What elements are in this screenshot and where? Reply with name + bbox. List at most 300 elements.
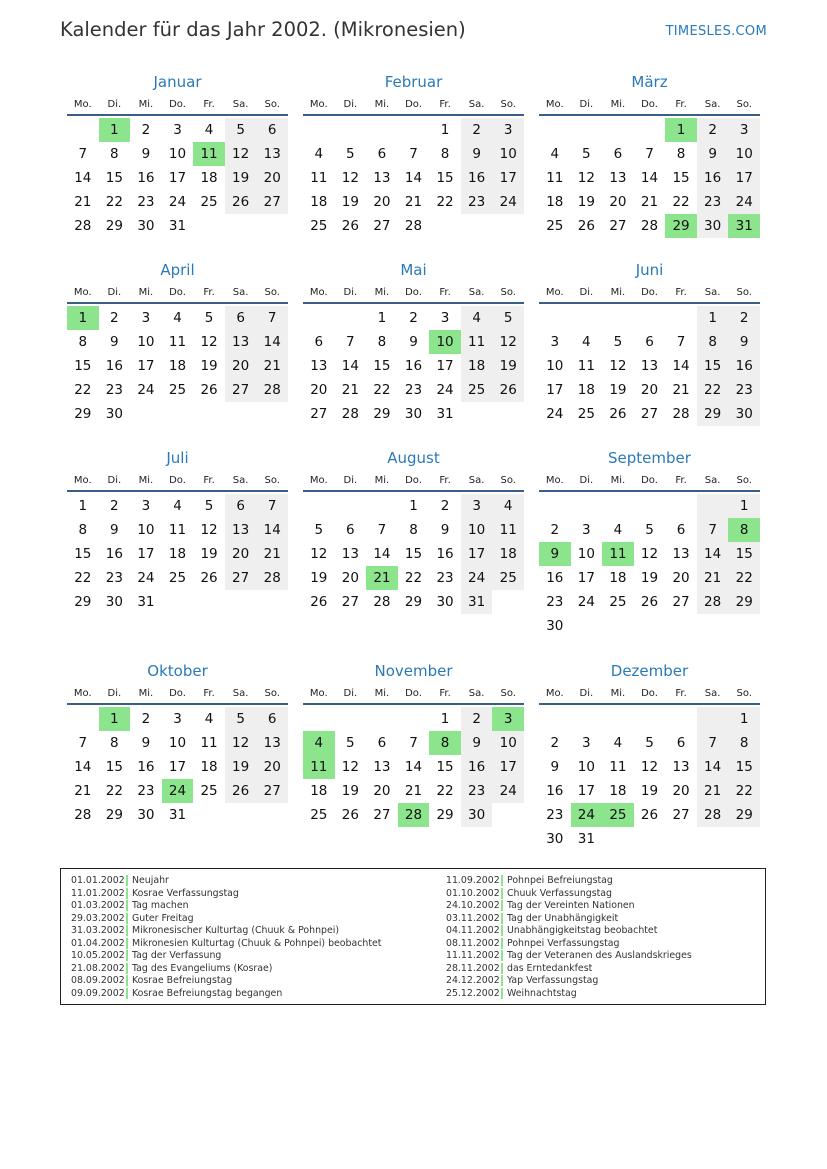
day-cell: 19: [200, 358, 218, 374]
empty-cell: [193, 402, 225, 426]
day-cell: 20: [609, 194, 627, 210]
holiday-marker: [126, 925, 128, 936]
empty-cell: [697, 707, 729, 731]
day-cell: 8: [728, 731, 760, 755]
day-cell: 13: [609, 170, 627, 186]
weekday-label: Mo.: [73, 287, 92, 298]
day-cell: 18: [546, 194, 564, 210]
weekday-label: Sa.: [232, 688, 249, 699]
day-cell: 31: [436, 406, 454, 422]
day-cell: 25: [609, 594, 627, 610]
day-cell: 10: [728, 142, 760, 166]
day-cell: 28: [256, 378, 288, 402]
empty-cell: [665, 614, 697, 638]
weekday-label: Mo.: [545, 475, 564, 486]
day-cell: 27: [609, 218, 627, 234]
empty-cell: [130, 402, 162, 426]
weekday-label: Sa.: [704, 99, 721, 110]
day-cell: 16: [546, 570, 564, 586]
day-cell: 15: [436, 170, 454, 186]
weekday-label: Mi.: [374, 287, 390, 298]
day-cell: 12: [492, 330, 524, 354]
day-cell: 12: [225, 731, 257, 755]
holiday-name: Pohnpei Befreiungstag: [507, 875, 613, 886]
day-cell: 9: [461, 731, 493, 755]
weekday-label: So.: [736, 287, 752, 298]
day-cell: 1: [377, 310, 387, 326]
day-cell: 14: [74, 170, 92, 186]
day-cell: 11: [200, 735, 218, 751]
weekday-label: Mo.: [73, 99, 92, 110]
day-cell: 28: [398, 803, 430, 827]
day-cell: 31: [728, 214, 760, 238]
weekday-label: Di.: [107, 475, 122, 486]
day-cell: 24: [162, 779, 194, 803]
day-cell: 23: [436, 570, 454, 586]
day-cell: 26: [577, 218, 595, 234]
day-cell: 18: [461, 354, 493, 378]
day-cell: 29: [74, 406, 92, 422]
day-cell: 25: [577, 406, 595, 422]
holiday-name: das Erntedankfest: [507, 962, 593, 974]
weekday-label: Fr.: [675, 475, 687, 486]
day-cell: 19: [200, 546, 218, 562]
empty-cell: [634, 118, 666, 142]
day-cell: 23: [137, 783, 155, 799]
empty-cell: [697, 827, 729, 851]
month-8: [539, 448, 760, 661]
day-cell: 21: [341, 382, 359, 398]
day-cell: 12: [341, 170, 359, 186]
weekday-label: Mi.: [138, 475, 154, 486]
day-cell: 7: [409, 146, 418, 162]
holiday-date: 11.09.2002: [446, 875, 500, 886]
weekday-header: [67, 468, 288, 492]
day-cell: 21: [74, 194, 92, 210]
weekday-label: Mi.: [374, 475, 390, 486]
holiday-name: Guter Freitag: [132, 912, 194, 924]
day-cell: 14: [373, 546, 391, 562]
day-cell: 16: [461, 755, 493, 779]
day-cell: 11: [310, 170, 328, 186]
day-cell: 9: [409, 334, 418, 350]
day-cell: 27: [341, 594, 359, 610]
weekday-label: Mo.: [309, 287, 328, 298]
day-cell: 8: [728, 518, 760, 542]
day-cell: 27: [373, 807, 391, 823]
weekday-label: Do.: [641, 475, 658, 486]
day-cell: 10: [168, 735, 187, 751]
day-cell: 5: [492, 306, 524, 330]
day-cell: 16: [137, 759, 155, 775]
holiday-date: 11.11.2002: [446, 950, 500, 961]
day-cell: 4: [303, 731, 335, 755]
empty-cell: [571, 494, 603, 518]
day-cell: 10: [461, 518, 493, 542]
day-cell: 6: [346, 522, 355, 538]
empty-cell: [398, 707, 430, 731]
weekday-label: So.: [500, 475, 516, 486]
day-cell: 15: [404, 546, 423, 562]
day-cell: 5: [582, 146, 591, 162]
holiday-marker: [126, 950, 128, 961]
holiday-date: 24.12.2002: [446, 975, 500, 986]
day-cell: 26: [225, 190, 257, 214]
weekday-label: Do.: [641, 99, 658, 110]
day-cell: 20: [373, 194, 391, 210]
day-cell: 30: [728, 402, 760, 426]
day-cell: 8: [409, 522, 418, 538]
empty-cell: [539, 707, 571, 731]
day-cell: 8: [377, 334, 387, 350]
weekday-label: Di.: [107, 99, 122, 110]
day-cell: 15: [436, 759, 454, 775]
holiday-date: 01.04.2002: [71, 937, 125, 949]
day-cell: 19: [225, 755, 257, 779]
weekday-label: Mo.: [309, 475, 328, 486]
day-cell: 25: [168, 570, 187, 586]
day-cell: 3: [141, 310, 151, 326]
day-cell: 14: [640, 170, 659, 186]
day-cell: 27: [672, 594, 690, 610]
weekday-label: Di.: [107, 688, 122, 699]
day-cell: 2: [110, 310, 119, 326]
weekday-label: So.: [264, 99, 280, 110]
day-cell: 23: [728, 378, 760, 402]
empty-cell: [492, 402, 524, 426]
day-cell: 17: [137, 546, 155, 562]
holiday-marker: [126, 963, 128, 974]
day-cell: 23: [461, 190, 493, 214]
day-cell: 24: [571, 803, 603, 827]
month-7: [303, 448, 524, 661]
day-cell: 18: [200, 759, 218, 775]
day-cell: 16: [436, 546, 454, 562]
day-cell: 25: [492, 566, 524, 590]
empty-cell: [539, 494, 571, 518]
month-name: Dezember: [610, 662, 689, 680]
empty-cell: [665, 827, 697, 851]
empty-cell: [634, 614, 666, 638]
day-cell: 24: [546, 406, 564, 422]
day-cell: 5: [346, 735, 355, 751]
day-cell: 27: [256, 779, 288, 803]
day-grid: [539, 118, 760, 238]
day-cell: 9: [110, 522, 119, 538]
day-cell: 3: [173, 122, 182, 138]
day-cell: 11: [303, 755, 335, 779]
day-cell: 13: [225, 330, 257, 354]
weekday-label: So.: [264, 688, 280, 699]
day-cell: 12: [225, 142, 257, 166]
holiday-date: 28.11.2002: [446, 962, 500, 974]
weekday-label: Di.: [343, 99, 358, 110]
day-cell: 10: [168, 146, 187, 162]
day-cell: 12: [640, 546, 659, 562]
day-cell: 23: [137, 194, 155, 210]
day-cell: 5: [314, 522, 324, 538]
weekday-label: Sa.: [468, 99, 485, 110]
day-cell: 22: [728, 779, 760, 803]
empty-cell: [366, 118, 398, 142]
weekday-label: Di.: [579, 688, 594, 699]
day-cell: 9: [550, 759, 560, 775]
day-cell: 3: [492, 707, 524, 731]
day-cell: 29: [105, 807, 123, 823]
day-cell: 14: [672, 358, 690, 374]
day-grid: [303, 306, 524, 426]
day-cell: 9: [440, 522, 450, 538]
holiday-marker: [126, 975, 128, 986]
month-4: [303, 260, 524, 448]
holiday-name: Mikronesischer Kulturtag (Chuuk & Pohnpei): [132, 925, 339, 936]
day-cell: 26: [640, 807, 659, 823]
day-grid: [303, 118, 524, 238]
day-cell: 13: [225, 518, 257, 542]
empty-cell: [256, 214, 288, 238]
weekday-label: Fr.: [203, 99, 215, 110]
legend-row: [446, 938, 692, 951]
day-cell: 17: [137, 358, 155, 374]
empty-cell: [634, 827, 666, 851]
day-cell: 1: [697, 306, 729, 330]
day-cell: 8: [697, 330, 729, 354]
day-cell: 21: [404, 194, 423, 210]
day-cell: 21: [366, 566, 398, 590]
weekday-label: Di.: [579, 475, 594, 486]
day-cell: 20: [225, 542, 257, 566]
day-cell: 29: [404, 594, 423, 610]
day-cell: 13: [672, 759, 690, 775]
weekday-label: Sa.: [704, 287, 721, 298]
holiday-marker: [126, 938, 128, 949]
weekday-label: Di.: [343, 688, 358, 699]
day-cell: 19: [341, 783, 359, 799]
weekday-label: Fr.: [203, 287, 215, 298]
legend-row: [446, 963, 692, 976]
weekday-label: Mo.: [73, 475, 92, 486]
day-cell: 30: [137, 807, 155, 823]
weekday-label: Mi.: [610, 287, 626, 298]
day-cell: 1: [67, 306, 99, 330]
day-cell: 29: [74, 594, 92, 610]
day-cell: 18: [310, 194, 328, 210]
empty-cell: [571, 707, 603, 731]
weekday-header: [303, 681, 524, 705]
holiday-date: 03.11.2002: [446, 912, 500, 924]
empty-cell: [303, 707, 335, 731]
month-name: Juli: [166, 449, 189, 467]
day-cell: 13: [310, 358, 328, 374]
day-cell: 19: [609, 382, 627, 398]
weekday-header: [539, 280, 760, 304]
month-10: [303, 661, 524, 874]
day-cell: 12: [310, 546, 328, 562]
day-cell: 18: [200, 170, 218, 186]
day-cell: 16: [461, 166, 493, 190]
day-cell: 4: [204, 122, 214, 138]
legend-row: [71, 888, 381, 901]
day-cell: 26: [492, 378, 524, 402]
weekday-label: Mo.: [545, 287, 564, 298]
day-cell: 22: [672, 194, 690, 210]
day-cell: 15: [105, 759, 123, 775]
day-cell: 31: [137, 594, 155, 610]
day-cell: 28: [697, 803, 729, 827]
legend-row: [446, 913, 692, 926]
day-cell: 4: [613, 735, 623, 751]
day-cell: 15: [697, 354, 729, 378]
day-cell: 6: [256, 707, 288, 731]
day-cell: 25: [310, 807, 328, 823]
day-cell: 10: [429, 330, 461, 354]
empty-cell: [728, 827, 760, 851]
day-cell: 10: [546, 358, 564, 374]
day-cell: 14: [74, 759, 92, 775]
day-cell: 19: [341, 194, 359, 210]
weekday-label: Sa.: [232, 99, 249, 110]
day-cell: 23: [105, 382, 123, 398]
day-cell: 3: [728, 118, 760, 142]
empty-cell: [256, 803, 288, 827]
month-name: August: [387, 449, 440, 467]
empty-cell: [665, 306, 697, 330]
day-cell: 21: [640, 194, 659, 210]
day-cell: 25: [200, 194, 218, 210]
day-cell: 14: [256, 518, 288, 542]
holiday-marker: [126, 913, 128, 924]
day-cell: 3: [582, 735, 591, 751]
legend-row: [446, 925, 692, 938]
day-cell: 2: [440, 498, 450, 514]
weekday-label: Do.: [405, 688, 422, 699]
day-cell: 16: [105, 358, 123, 374]
holiday-marker: [501, 900, 503, 911]
holiday-marker: [501, 925, 503, 936]
day-cell: 5: [204, 498, 214, 514]
day-cell: 18: [492, 542, 524, 566]
empty-cell: [492, 590, 524, 614]
empty-cell: [728, 614, 760, 638]
empty-cell: [697, 494, 729, 518]
holiday-marker: [126, 875, 128, 886]
day-cell: 7: [78, 146, 88, 162]
weekday-label: Mi.: [138, 287, 154, 298]
day-cell: 13: [373, 759, 391, 775]
holiday-name: Tag der Veteranen des Auslandskrieges: [507, 950, 692, 961]
weekday-header: [67, 92, 288, 116]
day-cell: 13: [373, 170, 391, 186]
day-cell: 12: [609, 358, 627, 374]
day-cell: 21: [672, 382, 690, 398]
weekday-label: Di.: [343, 475, 358, 486]
day-cell: 17: [436, 358, 454, 374]
day-cell: 28: [672, 406, 690, 422]
day-cell: 7: [377, 522, 387, 538]
day-cell: 9: [539, 542, 571, 566]
day-cell: 7: [676, 334, 686, 350]
legend-row: [71, 963, 381, 976]
holiday-name: Unabhängigkeitstag beobachtet: [507, 925, 658, 936]
empty-cell: [67, 707, 99, 731]
day-cell: 13: [672, 546, 690, 562]
day-cell: 11: [168, 334, 187, 350]
day-cell: 4: [492, 494, 524, 518]
day-cell: 7: [409, 735, 418, 751]
day-cell: 15: [373, 358, 391, 374]
day-cell: 15: [728, 755, 760, 779]
day-cell: 23: [105, 570, 123, 586]
day-cell: 4: [550, 146, 560, 162]
empty-cell: [162, 402, 194, 426]
weekday-label: Fr.: [439, 475, 451, 486]
day-cell: 28: [341, 406, 359, 422]
day-cell: 16: [105, 546, 123, 562]
day-cell: 24: [137, 570, 155, 586]
day-cell: 19: [640, 570, 659, 586]
day-cell: 20: [310, 382, 328, 398]
legend-row: [446, 975, 692, 988]
day-cell: 19: [310, 570, 328, 586]
day-cell: 4: [461, 306, 493, 330]
holiday-date: 04.11.2002: [446, 925, 500, 936]
day-cell: 4: [204, 711, 214, 727]
day-cell: 4: [314, 146, 324, 162]
weekday-label: Mi.: [610, 99, 626, 110]
day-cell: 30: [697, 214, 729, 238]
day-cell: 2: [728, 306, 760, 330]
day-cell: 6: [676, 522, 686, 538]
day-cell: 16: [728, 354, 760, 378]
day-cell: 6: [314, 334, 324, 350]
day-cell: 12: [200, 522, 218, 538]
day-cell: 17: [492, 755, 524, 779]
day-cell: 29: [728, 803, 760, 827]
page-title: Kalender für das Jahr 2002. (Mikronesien): [60, 18, 466, 41]
holiday-name: Tag der Vereinten Nationen: [507, 900, 635, 911]
day-cell: 6: [256, 118, 288, 142]
empty-cell: [571, 118, 603, 142]
day-cell: 8: [440, 146, 450, 162]
day-grid: [539, 306, 760, 426]
empty-cell: [602, 494, 634, 518]
month-name: Oktober: [147, 662, 208, 680]
weekday-label: Mi.: [138, 688, 154, 699]
day-cell: 10: [577, 759, 595, 775]
day-cell: 7: [645, 146, 654, 162]
holiday-marker: [126, 900, 128, 911]
empty-cell: [492, 803, 524, 827]
holiday-marker: [501, 888, 503, 899]
day-cell: 20: [373, 783, 391, 799]
day-cell: 26: [341, 807, 359, 823]
day-cell: 20: [341, 570, 359, 586]
weekday-label: So.: [264, 287, 280, 298]
holiday-marker: [126, 988, 128, 999]
day-cell: 1: [99, 118, 131, 142]
day-cell: 24: [492, 190, 524, 214]
day-cell: 29: [697, 402, 729, 426]
weekday-label: Sa.: [232, 475, 249, 486]
day-cell: 13: [341, 546, 359, 562]
day-cell: 2: [110, 498, 119, 514]
brand-link[interactable]: TIMESLES.COM: [665, 24, 767, 39]
day-cell: 12: [341, 759, 359, 775]
day-cell: 11: [168, 522, 187, 538]
day-cell: 20: [672, 783, 690, 799]
empty-cell: [366, 494, 398, 518]
weekday-label: Di.: [107, 287, 122, 298]
